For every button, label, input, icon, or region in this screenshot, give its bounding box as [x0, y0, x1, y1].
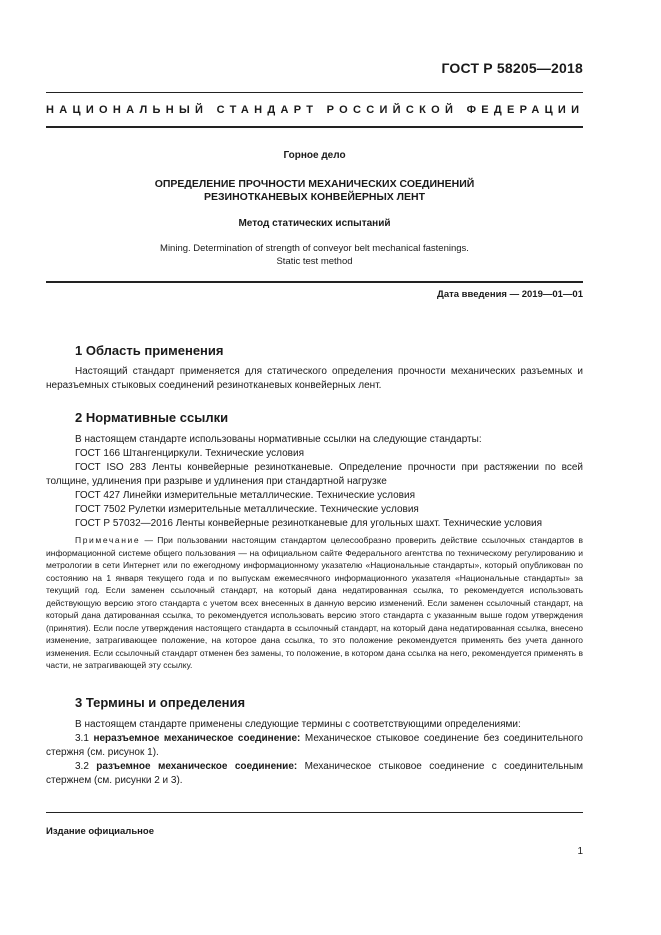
reference-item: ГОСТ ISO 283 Ленты конвейерные резинотканевые. Определение прочности при растяжении по всей толщине, удлинения при разрыве и удлинения при стандартной нагрузке [46, 462, 583, 487]
term-name: неразъемное механическое соединение: [93, 733, 301, 744]
term-definition: Механическое стыковое соединение с соединительным стержнем (см. рисунки 2 и 3). [46, 761, 583, 786]
section-2-intro: В настоящем стандарте использованы нормативные ссылки на следующие стандарты: [75, 434, 482, 445]
section-2-body [46, 433, 583, 531]
section-2-heading: 2 Нормативные ссылки [75, 410, 229, 425]
title-line-2: РЕЗИНОТКАНЕВЫХ КОНВЕЙЕРНЫХ ЛЕНТ [203, 191, 426, 203]
term-definition: Механическое стыковое соединение без соединительного стержня (см. рисунок 1). [46, 733, 583, 758]
section-3-body [46, 718, 583, 788]
official-edition-label: Издание официальное [46, 826, 154, 837]
term-definition-1 [46, 732, 583, 760]
national-standard-banner: НАЦИОНАЛЬНЫЙ СТАНДАРТ РОССИЙСКОЙ ФЕДЕРАЦИИ [46, 104, 585, 116]
reference-item: ГОСТ Р 57032—2016 Ленты конвейерные резинотканевые для угольных шахт. Технические условия [75, 518, 543, 529]
introduction-date: Дата введения — 2019—01—01 [437, 289, 583, 300]
term-definition-2 [46, 760, 583, 788]
reference-item: ГОСТ 427 Линейки измерительные металлические. Технические условия [75, 490, 415, 501]
subject-field: Горное дело [283, 150, 346, 161]
footer-rule [46, 812, 583, 813]
top-rule [46, 92, 583, 93]
section-3-intro: В настоящем стандарте применены следующие термины с соответствующими определениями: [75, 719, 521, 730]
note-label: Примечание [75, 535, 141, 545]
banner-rule [46, 126, 583, 128]
title-rule [46, 281, 583, 283]
section-2-note [46, 534, 583, 672]
term-number: 3.1 [75, 733, 94, 744]
english-title-line-2: Static test method [276, 256, 353, 267]
note-text: — При пользовании настоящим стандартом целесообразно проверить действие ссылочных стандартов в информационной системе общего пользования — на официальном сайте Федерального агентства по техническому регулированию и метрологии в сети Интернет или по ежегодному информационному указателю «Национальные стандарты», который опубликован по состоянию на 1 января текущего года и по выпускам ежемесячного информационного указателя «Национальные стандарты» за текущий год. Если заменен ссылочный стандарт, на который дана недатированная ссылка, то рекомендуется использовать действующую версию этого стандарта с учетом всех внесенных в данную версию изменений. Если заменен ссылочный стандарт, на который дана датированная ссылка, то рекомендуется использовать версию этого стандарта с указанным выше годом утверждения (принятия). Если после утверждения настоящего стандарта в ссылочный стандарт, на который дана недатированная ссылка, внесено изменение, затрагивающее положение, на которое дана ссылка, то это положение рекомендуется применять без учета данного изменения. Если ссылочный стандарт отменен без замены, то положение, в котором дана ссылка на него, рекомендуется применять в части, не затрагивающей эту ссылку. [46, 535, 583, 670]
english-title-line-1: Mining. Determination of strength of conveyor belt mechanical fastenings. [160, 243, 469, 254]
method-subtitle: Метод статических испытаний [238, 218, 391, 229]
section-1-body [46, 365, 583, 393]
title-line-1: ОПРЕДЕЛЕНИЕ ПРОЧНОСТИ МЕХАНИЧЕСКИХ СОЕДИНЕНИЙ [154, 178, 475, 190]
page-number: 1 [577, 846, 583, 857]
section-1-heading: 1 Область применения [75, 343, 224, 358]
term-name: разъемное механическое соединение: [96, 761, 298, 772]
section-1-text: Настоящий стандарт применяется для статического определения прочности механических разъемных и неразъемных стыковых соединений резинотканевых конвейерных лент. [46, 366, 583, 391]
reference-item: ГОСТ 166 Штангенциркули. Технические условия [75, 448, 304, 459]
section-3-heading: 3 Термины и определения [75, 695, 246, 710]
standard-number: ГОСТ Р 58205—2018 [441, 60, 583, 76]
reference-item: ГОСТ 7502 Рулетки измерительные металлические. Технические условия [75, 504, 419, 515]
term-number: 3.2 [75, 761, 97, 772]
